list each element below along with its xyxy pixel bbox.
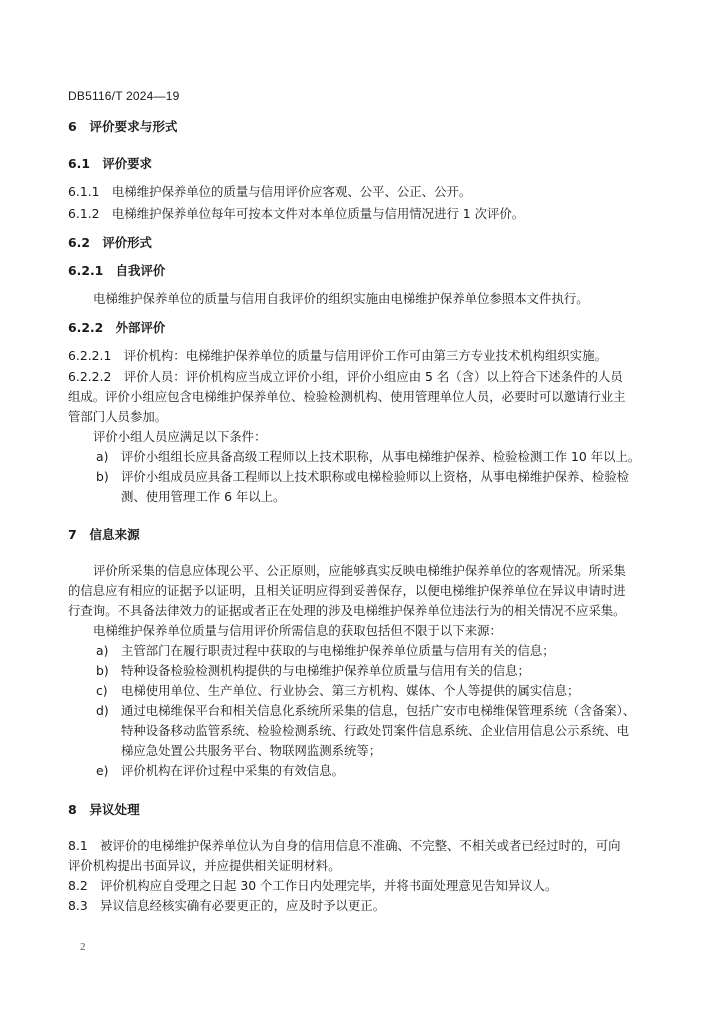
list-item-text: 特种设备检验检测机构提供的与电梯维护保养单位质量与信用有关的信息；	[121, 663, 530, 678]
list-item-text: 通过电梯维保平台和相关信息化系统所采集的信息，包括广安市电梯维保管理系统（含备案）、	[121, 703, 636, 718]
section-6-heading: 6 评价要求与形式	[68, 119, 178, 134]
clause-6-1-2: 6.1.2 电梯维护保养单位每年可按本文件对本单位质量与信用情况进行 1 次评价。	[68, 206, 525, 221]
clause-6-2-2-2-line: 组成。评价小组应包含电梯维护保养单位、检验检测机构、使用管理单位人员，必要时可以邀请行业主	[68, 389, 626, 404]
list-marker: b)	[96, 469, 109, 484]
list-item	[96, 643, 555, 659]
clause-8-2: 8.2 评价机构应自受理之日起 30 个工作日内处理完毕，并将书面处理意见告知异议人。	[68, 878, 558, 893]
clause-6-2-2-2-line: 6.2.2.2 评价人员：评价机构应当成立评价小组，评价小组应由 5 名（含）以上符合下述条件的人员	[68, 369, 623, 384]
page-number: 2	[80, 941, 86, 953]
list-marker: c)	[96, 683, 108, 698]
self-evaluation-paragraph: 电梯维护保养单位的质量与信用自我评价的组织实施由电梯维护保养单位参照本文件执行。	[93, 291, 589, 306]
document-code: DB5116/T 2024—19	[68, 89, 180, 103]
info-source-paragraph-line: 行查询。不具备法律效力的证据或者正在处理的涉及电梯维护保养单位违法行为的相关情况不应采集。	[68, 603, 626, 618]
list-marker: d)	[96, 703, 109, 718]
clause-6-1-1: 6.1.1 电梯维护保养单位的质量与信用评价应客观、公平、公正、公开。	[68, 184, 472, 199]
list-item	[96, 663, 530, 679]
list-marker: a)	[96, 643, 109, 658]
list-item-text: 电梯使用单位、生产单位、行业协会、第三方机构、媒体、个人等提供的属实信息；	[121, 683, 580, 698]
list-item-continuation: 测、使用管理工作 6 年以上。	[121, 489, 286, 504]
section-6-2-heading: 6.2 评价形式	[68, 235, 152, 250]
list-item-text: 评价小组组长应具备高级工程师以上技术职称，从事电梯维护保养、检验检测工作 10 年以上。	[121, 449, 641, 464]
sources-intro: 电梯维护保养单位质量与信用评价所需信息的获取包括但不限于以下来源：	[93, 623, 502, 638]
list-item	[96, 703, 635, 719]
info-source-paragraph-line: 的信息应有相应的证据予以证明，且相关证明应得到妥善保存，以便电梯维护保养单位在异议申请时进	[68, 583, 626, 598]
section-6-2-2-heading: 6.2.2 外部评价	[68, 320, 166, 335]
clause-8-1-line: 评价机构提出书面异议，并应提供相关证明材料。	[68, 858, 341, 873]
clause-6-2-2-2-line: 管部门人员参加。	[68, 409, 168, 424]
info-source-paragraph-line: 评价所采集的信息应体现公平、公正原则，应能够真实反映电梯维护保养单位的客观情况。所采集	[93, 563, 626, 578]
list-marker: a)	[96, 449, 109, 464]
list-item-continuation: 梯应急处置公共服务平台、物联网监测系统等；	[121, 743, 382, 758]
list-item	[96, 469, 629, 485]
list-marker: b)	[96, 663, 109, 678]
clause-8-1-line: 8.1 被评价的电梯维护保养单位认为自身的信用信息不准确、不完整、不相关或者已经过时的，可向	[68, 838, 621, 853]
list-item	[96, 763, 344, 779]
list-item-continuation: 特种设备移动监管系统、检验检测系统、行政处罚案件信息系统、企业信用信息公示系统、电	[121, 723, 630, 738]
list-item-text: 主管部门在履行职责过程中获取的与电梯维护保养单位质量与信用有关的信息；	[121, 643, 555, 658]
clause-6-2-2-1: 6.2.2.1 评价机构：电梯维护保养单位的质量与信用评价工作可由第三方专业技术机构组织实施。	[68, 348, 607, 363]
section-6-1-heading: 6.1 评价要求	[68, 156, 152, 171]
list-item	[96, 683, 579, 699]
list-marker: e)	[96, 763, 109, 778]
section-7-heading: 7 信息来源	[68, 527, 140, 542]
list-item-text: 评价机构在评价过程中采集的有效信息。	[121, 763, 345, 778]
section-8-heading: 8 异议处理	[68, 802, 140, 817]
conditions-intro: 评价小组人员应满足以下条件：	[93, 429, 267, 444]
list-item-text: 评价小组成员应具备工程师以上技术职称或电梯检验师以上资格，从事电梯维护保养、检验检	[121, 469, 630, 484]
clause-8-3: 8.3 异议信息经核实确有必要更正的，应及时予以更正。	[68, 898, 386, 913]
section-6-2-1-heading: 6.2.1 自我评价	[68, 263, 166, 278]
list-item	[96, 449, 640, 465]
